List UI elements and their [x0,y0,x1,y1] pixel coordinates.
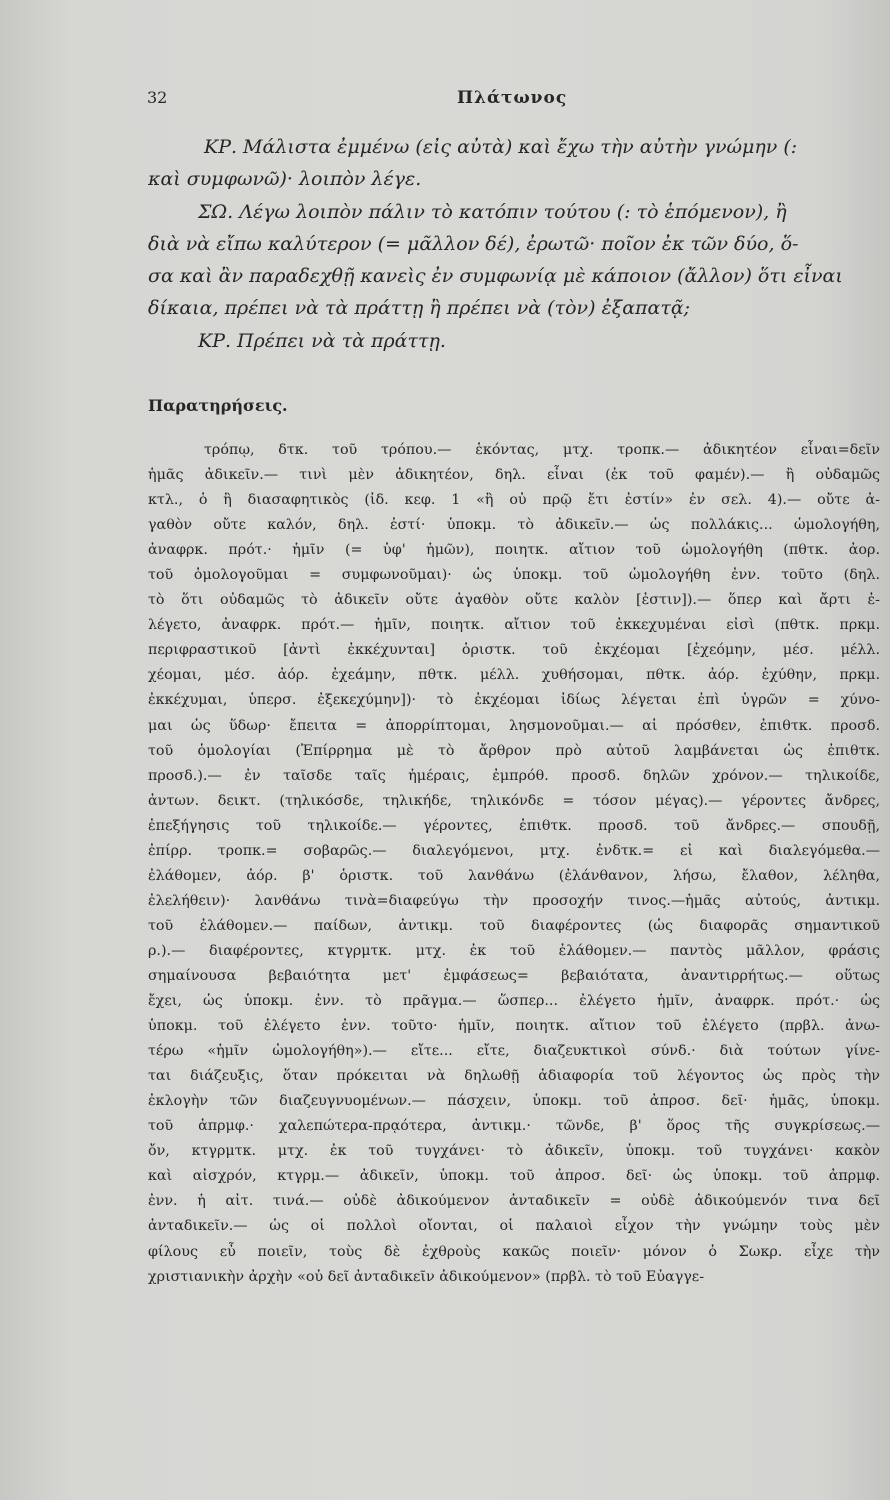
note-line: ἡμᾶς ἀδικεῖν.— τινὶ μὲν ἀδικητέον, δηλ. εἶναι (ἐκ τοῦ φαμέν).— ἢ οὐδαμῶς [148,467,880,484]
note-line: ἐπεξήγησις τοῦ τηλικοίδε.— γέροντες, ἐπιθτκ. προσδ. τοῦ ἄνδρες.— σπουδῇ, [148,817,880,834]
note-line: φίλους εὖ ποιεῖν, τοὺς δὲ ἐχθροὺς κακῶς ποιεῖν· μόνον ὁ Σωκρ. εἶχε τὴν [148,1243,880,1260]
note-line: προσδ.).— ἐν ταῖσδε ταῖς ἡμέραις, ἐμπρόθ. προσδ. δηλῶν χρόνον.— τηλικοίδε, [148,767,880,784]
note-line: ὄν, κτγρμτκ. μτχ. ἐκ τοῦ τυγχάνει· τὸ ἀδικεῖν, ὑποκμ. τοῦ τυγχάνει· κακὸν [148,1143,880,1160]
note-line: περιφραστικοῦ [ἀντὶ ἐκκέχυνται] ὁριστκ. τοῦ ἐκχέομαι [ἐχεόμην, μέσ. μέλλ. [148,642,880,659]
note-line: ἔχει, ὡς ὑποκμ. ἐνν. τὸ πρᾶγμα.— ὥσπερ... ἐλέγετο ἡμῖν, ἀναφρκ. πρότ.· ὡς [148,993,880,1010]
note-line: ἐνν. ἡ αἰτ. τινά.— οὐδὲ ἀδικούμενον ἀνταδικεῖν = οὐδὲ ἀδικούμενόν τινα δεῖ [148,1193,880,1210]
note-line: ἀντων. δεικτ. (τηλικόσδε, τηλικήδε, τηλικόνδε = τόσον μέγας).— γέροντες ἄνδρες, [148,792,880,809]
page-header [147,88,850,112]
note-line: ἀνταδικεῖν.— ὡς οἱ πολλοὶ οἴονται, οἱ παλαιοὶ εἶχον τὴν γνώμην τοὺς μὲν [148,1218,880,1235]
dialogue-line: διὰ νὰ εἴπω καλύτερον (= μᾶλλον δέ), ἐρωτῶ· ποῖον ἐκ τῶν δύο, ὅ- [148,232,799,255]
note-line: χριστιανικὴν ἀρχὴν «οὐ δεῖ ἀνταδικεῖν ἀδικούμενον» (πρβλ. τὸ τοῦ Εὐαγγε- [148,1268,705,1285]
note-line: ἐλελήθειν)· λανθάνω τινὰ=διαφεύγω τὴν προσοχήν τινος.—ἡμᾶς αὐτούς, ἀντικμ. [148,892,880,909]
note-line: γαθὸν οὔτε καλόν, δηλ. ἐστί· ὑποκμ. τὸ ἀδικεῖν.— ὡς πολλάκις... ὡμολογήθη, [148,517,880,534]
note-line: ρ.).— διαφέροντες, κτγρμτκ. μτχ. ἐκ τοῦ ἐλάθομεν.— παντὸς μᾶλλον, φράσις [148,942,880,959]
dialogue-text [148,131,878,357]
note-line: τοῦ ἐλάθομεν.— παίδων, ἀντικμ. τοῦ διαφέροντες (ὡς διαφορᾶς σημαντικοῦ [148,917,880,934]
note-line: καὶ αἰσχρόν, κτγρμ.— ἀδικεῖν, ὑποκμ. τοῦ ἀπροσ. δεῖ· ὡς ὑποκμ. τοῦ ἀπρμφ. [148,1168,880,1185]
note-line: τοῦ ἀπρμφ.· χαλεπώτερα-πρᾳότερα, ἀντικμ.· τῶνδε, β' ὅρος τῆς συγκρίσεως.— [148,1118,880,1135]
note-line: σημαίνουσα βεβαιότητα μετ' ἐμφάσεως= βεβαιότατα, ἀναντιρρήτως.— οὕτως [148,967,880,984]
note-line: λέγετο, ἀναφρκ. πρότ.— ἡμῖν, ποιητκ. αἴτιον τοῦ ἐκκεχυμέναι εἰσὶ (πθτκ. πρκμ. [148,617,880,634]
note-line: μαι ὡς ὕδωρ· ἔπειτα = ἀπορρίπτομαι, λησμονοῦμαι.— αἱ πρόσθεν, ἐπιθτκ. προσδ. [148,717,880,734]
note-line: χέομαι, μέσ. ἀόρ. ἐχεάμην, πθτκ. μέλλ. χυθήσομαι, πθτκ. ἀόρ. ἐχύθην, πρκμ. [148,667,880,684]
page-number: 32 [147,88,168,107]
note-line: ἀναφρκ. πρότ.· ἡμῖν (= ὑφ' ἡμῶν), ποιητκ. αἴτιον τοῦ ὡμολογήθη (πθτκ. ἀορ. [148,542,880,559]
note-line: τοῦ ὁμολογίαι (Ἐπίρρημα μὲ τὸ ἄρθρον πρὸ αὐτοῦ λαμβάνεται ὡς ἐπιθτκ. [148,742,880,759]
dialogue-line: ΚΡ. Πρέπει νὰ τὰ πράττῃ. [198,329,446,352]
dialogue-line: ΚΡ. Μάλιστα ἐμμένω (εἰς αὐτὰ) καὶ ἔχω τὴν αὐτὴν γνώμην (: [204,136,798,158]
note-line: τοῦ ὁμολογοῦμαι = συμφωνοῦμαι)· ὡς ὑποκμ. τοῦ ὡμολογήθη ἐνν. τοῦτο (δηλ. [148,567,880,584]
note-line: ἐπίρρ. τροπκ.= σοβαρῶς.— διαλεγόμενοι, μτχ. ἐνδτκ.= εἰ καὶ διαλεγόμεθα.— [148,842,880,859]
note-line: κτλ., ὁ ἢ διασαφητικὸς (ἰδ. κεφ. 1 «ἢ οὐ πρῷ ἔτι ἐστίν» ἐν σελ. 4).— οὔτε ἀ- [148,492,880,509]
dialogue-line: δίκαια, πρέπει νὰ τὰ πράττῃ ἢ πρέπει νὰ (τὸν) ἐξαπατᾷ; [148,297,691,320]
note-line: τέρω «ἡμῖν ὡμολογήθη»).— εἴτε... εἴτε, διαζευκτικοὶ σύνδ.· διὰ τούτων γίνε- [148,1043,880,1060]
notes-body [148,438,880,1290]
note-line: ἐλάθομεν, ἀόρ. β' ὁριστκ. τοῦ λανθάνω (ἐλάνθανον, λήσω, ἔλαθον, λέληθα, [148,867,880,884]
dialogue-line: καὶ συμφωνῶ)· λοιπὸν λέγε. [148,168,422,191]
running-head: Πλάτωνος [457,88,568,108]
note-line: τρόπῳ, δτκ. τοῦ τρόπου.— ἑκόντας, μτχ. τροπκ.— ἀδικητέον εἶναι=δεῖν [204,442,880,458]
note-line: ται διάζευξις, ὅταν πρόκειται νὰ δηλωθῇ ἀδιαφορία τοῦ λέγοντος ὡς πρὸς τὴν [148,1068,880,1085]
note-line: τὸ ὅτι οὐδαμῶς τὸ ἀδικεῖν οὔτε ἀγαθὸν οὔτε καλὸν [ἐστιν]).— ὅπερ καὶ ἄρτι ἐ- [148,592,880,609]
dialogue-line: ΣΩ. Λέγω λοιπὸν πάλιν τὸ κατόπιν τούτου (: τὸ ἑπόμενον), ἢ [198,200,787,223]
dialogue-line: σα καὶ ἂν παραδεχθῇ κανεὶς ἐν συμφωνίᾳ μὲ κάποιον (ἄλλον) ὅτι εἶναι [148,265,843,288]
note-line: ἐκκέχυμαι, ὑπερσ. ἐξεκεχύμην])· τὸ ἐκχέομαι ἰδίως λέγεται ἐπὶ ὑγρῶν = χύνο- [148,692,880,709]
note-line: ἐκλογὴν τῶν διαζευγνυομένων.— πάσχειν, ὑποκμ. τοῦ ἀπροσ. δεῖ· ἡμᾶς, ὑποκμ. [148,1093,880,1110]
section-title: Παρατηρήσεις. [148,396,288,415]
note-line: ὑποκμ. τοῦ ἐλέγετο ἐνν. τοῦτο· ἡμῖν, ποιητκ. αἴτιον τοῦ ἐλέγετο (πρβλ. ἀνω- [148,1018,880,1035]
